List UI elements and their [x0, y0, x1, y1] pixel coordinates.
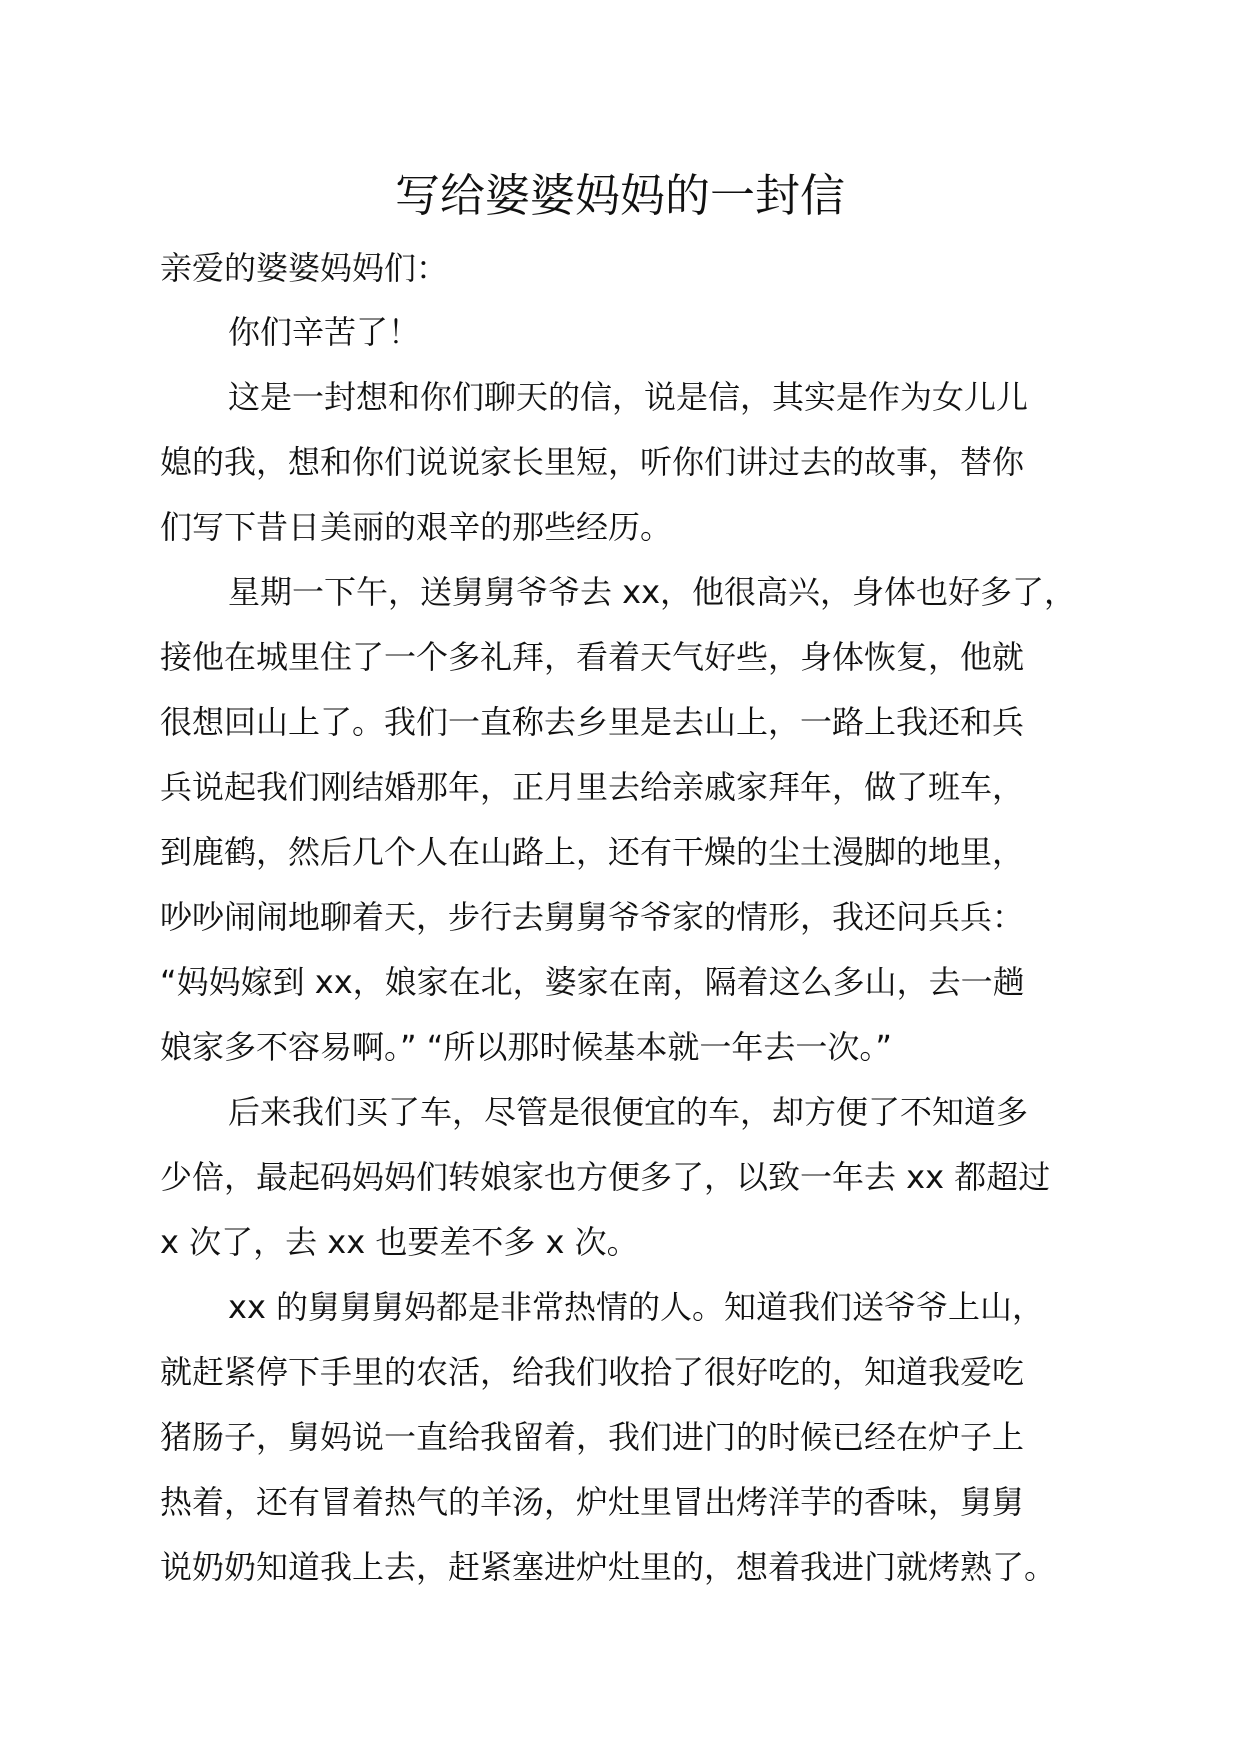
salutation: 亲爱的婆婆妈妈们：	[160, 249, 449, 287]
text-line: xx 的舅舅舅妈都是非常热情的人。知道我们送爷爷上山，	[228, 1288, 1045, 1326]
text-line: 们写下昔日美丽的艰辛的那些经历。	[160, 508, 673, 546]
paragraph	[160, 300, 1090, 365]
text-line: 媳的我，想和你们说说家长里短，听你们讲过去的故事，替你	[160, 443, 1025, 481]
text-line: 这是一封想和你们聊天的信，说是信，其实是作为女儿儿	[228, 378, 1029, 416]
paragraph	[160, 1275, 1090, 1600]
text-line: 接他在城里住了一个多礼拜，看着天气好些，身体恢复，他就	[160, 638, 1025, 676]
text-line: 就赶紧停下手里的农活，给我们收拾了很好吃的，知道我爱吃	[160, 1353, 1025, 1391]
text-line: 热着，还有冒着热气的羊汤，炉灶里冒出烤洋芋的香味，舅舅	[160, 1483, 1025, 1521]
text-line: 兵说起我们刚结婚那年，正月里去给亲戚家拜年，做了班车，	[160, 768, 1025, 806]
paragraph	[160, 560, 1090, 1080]
text-line: 说奶奶知道我上去，赶紧塞进炉灶里的，想着我进门就烤熟了。	[160, 1548, 1057, 1586]
text-line: x 次了，去 xx 也要差不多 x 次。	[160, 1223, 639, 1261]
paragraph	[160, 1080, 1090, 1275]
paragraph	[160, 365, 1090, 560]
text-line: 你们辛苦了！	[228, 313, 421, 351]
text-line: 很想回山上了。我们一直称去乡里是去山上，一路上我还和兵	[160, 703, 1025, 741]
text-line: 星期一下午，送舅舅爷爷去 xx，他很高兴，身体也好多了，	[228, 573, 1077, 611]
text-line: 猪肠子，舅妈说一直给我留着，我们进门的时候已经在炉子上	[160, 1418, 1025, 1456]
letter-body	[160, 300, 1090, 1600]
letter-title: 写给婆婆妈妈的一封信	[394, 169, 845, 222]
text-line: 吵吵闹闹地聊着天，步行去舅舅爷爷家的情形，我还问兵兵：	[160, 898, 1025, 936]
text-line: 娘家多不容易啊。” “所以那时候基本就一年去一次。”	[160, 1028, 892, 1066]
text-line: “妈妈嫁到 xx，娘家在北，婆家在南，隔着这么多山，去一趟	[160, 963, 1025, 1001]
text-line: 到鹿鹤，然后几个人在山路上，还有干燥的尘土漫脚的地里，	[160, 833, 1025, 871]
text-line: 少倍，最起码妈妈们转娘家也方便多了，以致一年去 xx 都超过	[160, 1158, 1051, 1196]
text-line: 后来我们买了车，尽管是很便宜的车，却方便了不知道多	[228, 1093, 1029, 1131]
